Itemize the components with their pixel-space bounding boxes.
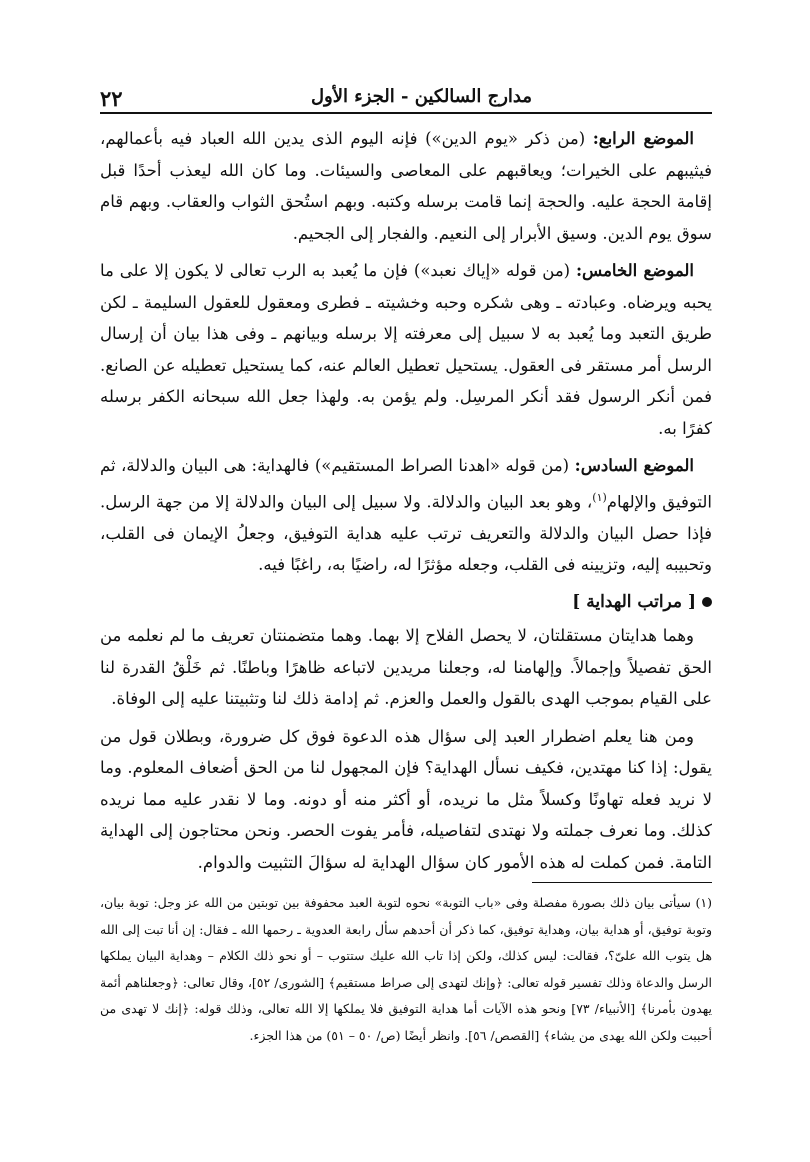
footnote [100, 890, 712, 1049]
footnote-separator [532, 882, 712, 883]
paragraph-text: (من ذكر «يوم الدين») فإنه اليوم الذى يدين الله العباد فيه بأعمالهم، فيثيبهم على الخيرات؛ ويعاقبهم على المعاصى والسيئات. وما كان الله ليعذب أحدًا قبل إقامة الحجة عليه. والحجة إنما قامت برسله وكتبه. وبهم استُحق الثواب والعقاب. وبهم قام سوق يوم الدين. وسيق الأبرار إلى النعيم. والفجار إلى الجحيم. [100, 129, 712, 243]
paragraph-need-for-guidance: ومن هنا يعلم اضطرار العبد إلى سؤال هذه الدعوة فوق كل ضرورة، وبطلان قول من يقول: إذا كنا مهتدين، فكيف نسأل الهداية؟ فإن المجهول لنا من الحق أضعاف المعلوم. وما لا نريد فعله تهاونًا وكسلاً مثل ما نريده، أو أكثر منه أو دونه. وما لا نقدر عليه مما نريده كذلك. وما نعرف جملته ولا نهتدى لتفاصيله، فأمر يفوت الحصر. ونحن محتاجون إلى الهداية التامة. فمن كملت له هذه الأمور كان سؤال الهداية له سؤالَ التثبيت والدوام. [100, 726, 712, 872]
bullet-icon [702, 597, 712, 607]
paragraph-lead: الموضع الخامس: [575, 261, 694, 280]
paragraph-lead: الموضع السادس: [574, 456, 695, 475]
paragraph-fifth-place [100, 255, 712, 444]
paragraph-sixth-place [100, 450, 712, 581]
footnote-text: (١) سيأتى بيان ذلك بصورة مفصلة وفى «باب التوبة» نحوه لتوبة العبد محفوفة بين توبتين من الله عز وجل: توبة بيان، وتوبة توفيق، أو هداية بيان، وهداية توفيق، كما ذكر أن أحدهم سأل رابعة العدوية ـ رحمها الله ـ فقال: إن أنا تبت إلى الله هل يتوب الله علىّ؟، فقالت: ليس كذلك، ولكن إذا تاب الله عليك ستتوب – أو نحو ذلك الكلام – وهداية البيان يملكها الرسل والدعاة وذلك تفسير قوله تعالى: ﴿وإنك لتهدى إلى صراط مستقيم﴾ [الشورى/ ٥٢]، وقال تعالى: ﴿وجعلناهم أئمة يهدون بأمرنا﴾ [الأنبياء/ ٧٣] ونحو هذه الآيات أما هداية التوفيق فلا يملكها إلا الله تعالى، وذلك قوله: ﴿إنك لا تهدى من أحببت ولكن الله يهدى من يشاء﴾ [القصص/ ٥٦]. وانظر أيضًا (ص/ ٥٠ – ٥١) من هذا الجزء. [100, 895, 713, 1043]
paragraph-text: (من قوله «إياك نعبد») فإن ما يُعبد به الرب تعالى لا يكون إلا على ما يحبه ويرضاه. وعبادته ـ وهى شكره وحبه وخشيته ـ فطرى ومعقول للعقول السليمة ـ لكن طريق التعبد وما يُعبد به لا سبيل إلى معرفته إلا برسله وبيانهم ـ وفى هذا بيان أن إرسال الرسل أمر مستقر فى العقول. يستحيل تعطيل العالم عنه، كما يستحيل تعطيله عن الصانع. فمن أنكر الرسول فقد أنكر المرسِل. ولم يؤمن به. ولهذا جعل الله سبحانه الكفر برسله كفرًا به. [100, 261, 712, 438]
section-heading [100, 587, 712, 619]
section-heading-text: [ مراتب الهداية ] [572, 591, 696, 612]
paragraph-guidance-levels: وهما هدايتان مستقلتان، لا يحصل الفلاح إلا بهما. وهما متضمنتان تعريف ما لم نعلمه من الحق تفصيلاً وإجمالاً. وإلهامنا له، وجعلنا مريدين لاتباعه ظاهرًا وباطنًا. ثم خَلْقُ القدرة لنا على القيام بموجب الهدى بالقول والعمل والعزم. ثم إدامة ذلك لنا وتثبيتنا عليه إلى الوفاة. [100, 626, 712, 708]
page-number: ٢٢ [100, 86, 123, 111]
footnote-marker: (١) [592, 490, 607, 504]
paragraph-lead: الموضع الرابع: [592, 129, 694, 148]
page-header [100, 82, 712, 114]
paragraph-text: ، وهو بعد البيان والدلالة. ولا سبيل إلى البيان والدلالة إلا من جهة الرسل. فإذا حصل البيان والدلالة والتعريف ترتب عليه هداية التوفيق، وجعلُ الإيمان فى القلب، وتحبيبه إليه، وتزيينه فى القلب، وجعله مؤثرًا له، راضيًا به، راغبًا فيه. [100, 492, 712, 574]
paragraph-fourth-place [100, 123, 712, 249]
main-text [100, 123, 712, 884]
running-title: مدارج السالكين - الجزء الأول [310, 86, 532, 107]
paragraph-text: (من قوله «اهدنا الصراط المستقيم») فالهداية: هى البيان والدلالة، ثم التوفيق والإلهام [100, 456, 713, 511]
